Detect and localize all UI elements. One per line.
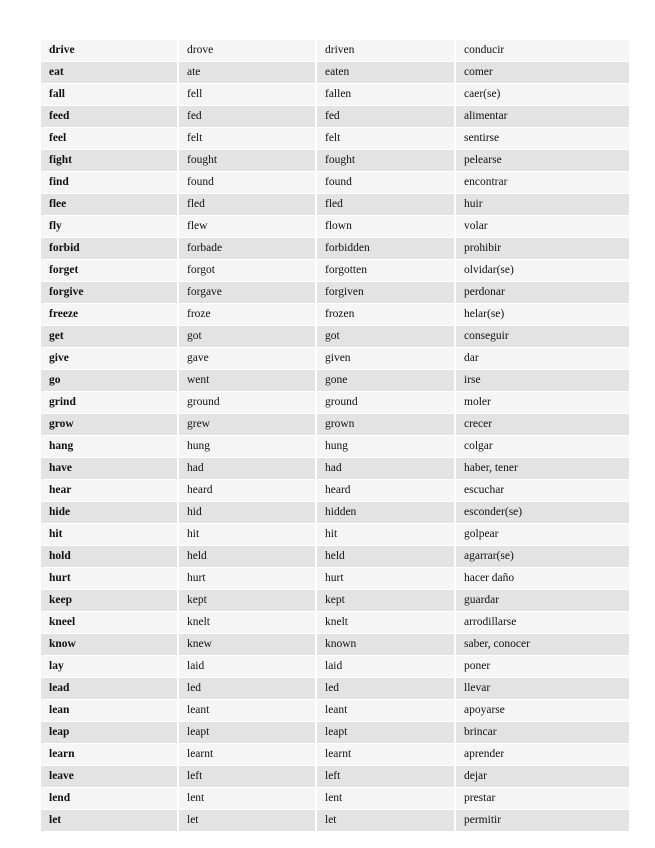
past-participle-cell: forgiven [316,282,455,304]
past-simple-cell: felt [178,128,316,150]
translation-cell: prestar [455,788,629,810]
base-form-cell: grind [41,392,178,414]
translation-cell: poner [455,656,629,678]
past-simple-cell: got [178,326,316,348]
past-participle-cell: knelt [316,612,455,634]
past-simple-cell: drove [178,40,316,62]
past-simple-cell: leant [178,700,316,722]
past-participle-cell: given [316,348,455,370]
table-row [41,458,629,480]
translation-cell: prohibir [455,238,629,260]
past-participle-cell: frozen [316,304,455,326]
past-participle-cell: leapt [316,722,455,744]
base-form-cell: leap [41,722,178,744]
table-row [41,84,629,106]
past-simple-cell: leapt [178,722,316,744]
table-row [41,546,629,568]
base-form-cell: lend [41,788,178,810]
table-row [41,502,629,524]
translation-cell: crecer [455,414,629,436]
translation-cell: arrodillarse [455,612,629,634]
past-participle-cell: kept [316,590,455,612]
translation-cell: aprender [455,744,629,766]
base-form-cell: keep [41,590,178,612]
past-simple-cell: lent [178,788,316,810]
translation-cell: huir [455,194,629,216]
translation-cell: dejar [455,766,629,788]
past-simple-cell: fed [178,106,316,128]
verb-table-body [41,40,629,832]
past-participle-cell: flown [316,216,455,238]
past-participle-cell: got [316,326,455,348]
past-simple-cell: grew [178,414,316,436]
past-participle-cell: heard [316,480,455,502]
translation-cell: dar [455,348,629,370]
table-row [41,612,629,634]
past-simple-cell: fell [178,84,316,106]
past-participle-cell: found [316,172,455,194]
base-form-cell: feed [41,106,178,128]
base-form-cell: hit [41,524,178,546]
base-form-cell: lean [41,700,178,722]
past-participle-cell: felt [316,128,455,150]
base-form-cell: drive [41,40,178,62]
table-row [41,766,629,788]
base-form-cell: hold [41,546,178,568]
past-simple-cell: knelt [178,612,316,634]
table-row [41,700,629,722]
translation-cell: permitir [455,810,629,832]
past-simple-cell: ate [178,62,316,84]
table-row [41,524,629,546]
table-row [41,810,629,832]
past-participle-cell: fed [316,106,455,128]
past-participle-cell: fled [316,194,455,216]
base-form-cell: get [41,326,178,348]
base-form-cell: fly [41,216,178,238]
translation-cell: encontrar [455,172,629,194]
translation-cell: agarrar(se) [455,546,629,568]
base-form-cell: leave [41,766,178,788]
past-participle-cell: eaten [316,62,455,84]
past-participle-cell: ground [316,392,455,414]
base-form-cell: freeze [41,304,178,326]
past-participle-cell: led [316,678,455,700]
table-row [41,260,629,282]
past-participle-cell: forbidden [316,238,455,260]
base-form-cell: lay [41,656,178,678]
table-row [41,150,629,172]
past-participle-cell: leant [316,700,455,722]
table-row [41,106,629,128]
base-form-cell: feel [41,128,178,150]
base-form-cell: know [41,634,178,656]
table-row [41,216,629,238]
table-row [41,304,629,326]
base-form-cell: hang [41,436,178,458]
past-participle-cell: fallen [316,84,455,106]
past-simple-cell: hurt [178,568,316,590]
translation-cell: esconder(se) [455,502,629,524]
past-participle-cell: driven [316,40,455,62]
base-form-cell: forgive [41,282,178,304]
table-row [41,634,629,656]
past-simple-cell: let [178,810,316,832]
translation-cell: colgar [455,436,629,458]
past-participle-cell: hurt [316,568,455,590]
past-participle-cell: hit [316,524,455,546]
table-row [41,62,629,84]
past-simple-cell: ground [178,392,316,414]
base-form-cell: find [41,172,178,194]
past-simple-cell: hid [178,502,316,524]
past-participle-cell: lent [316,788,455,810]
past-simple-cell: laid [178,656,316,678]
past-participle-cell: learnt [316,744,455,766]
base-form-cell: go [41,370,178,392]
table-row [41,656,629,678]
past-simple-cell: froze [178,304,316,326]
base-form-cell: learn [41,744,178,766]
base-form-cell: hear [41,480,178,502]
base-form-cell: lead [41,678,178,700]
past-simple-cell: hung [178,436,316,458]
past-participle-cell: forgotten [316,260,455,282]
past-participle-cell: known [316,634,455,656]
past-simple-cell: heard [178,480,316,502]
translation-cell: sentirse [455,128,629,150]
translation-cell: perdonar [455,282,629,304]
translation-cell: volar [455,216,629,238]
base-form-cell: eat [41,62,178,84]
table-row [41,788,629,810]
past-simple-cell: forgave [178,282,316,304]
past-simple-cell: held [178,546,316,568]
base-form-cell: grow [41,414,178,436]
past-simple-cell: flew [178,216,316,238]
translation-cell: pelearse [455,150,629,172]
past-participle-cell: laid [316,656,455,678]
table-row [41,282,629,304]
past-simple-cell: forgot [178,260,316,282]
past-simple-cell: fled [178,194,316,216]
past-participle-cell: left [316,766,455,788]
translation-cell: conseguir [455,326,629,348]
translation-cell: haber, tener [455,458,629,480]
table-row [41,172,629,194]
table-row [41,370,629,392]
past-participle-cell: hung [316,436,455,458]
irregular-verbs-table [41,40,629,832]
past-participle-cell: grown [316,414,455,436]
table-row [41,392,629,414]
base-form-cell: kneel [41,612,178,634]
table-row [41,722,629,744]
base-form-cell: fight [41,150,178,172]
translation-cell: alimentar [455,106,629,128]
translation-cell: irse [455,370,629,392]
table-row [41,678,629,700]
past-participle-cell: had [316,458,455,480]
table-row [41,414,629,436]
translation-cell: brincar [455,722,629,744]
base-form-cell: let [41,810,178,832]
past-participle-cell: gone [316,370,455,392]
translation-cell: hacer daño [455,568,629,590]
translation-cell: olvidar(se) [455,260,629,282]
table-row [41,238,629,260]
base-form-cell: fall [41,84,178,106]
past-participle-cell: held [316,546,455,568]
past-participle-cell: fought [316,150,455,172]
translation-cell: conducir [455,40,629,62]
past-simple-cell: had [178,458,316,480]
table-row [41,480,629,502]
base-form-cell: have [41,458,178,480]
past-participle-cell: hidden [316,502,455,524]
translation-cell: caer(se) [455,84,629,106]
translation-cell: helar(se) [455,304,629,326]
table-row [41,436,629,458]
translation-cell: escuchar [455,480,629,502]
past-simple-cell: left [178,766,316,788]
past-simple-cell: found [178,172,316,194]
translation-cell: guardar [455,590,629,612]
base-form-cell: hide [41,502,178,524]
translation-cell: golpear [455,524,629,546]
past-simple-cell: forbade [178,238,316,260]
table-row [41,744,629,766]
past-simple-cell: knew [178,634,316,656]
base-form-cell: forbid [41,238,178,260]
past-simple-cell: fought [178,150,316,172]
past-simple-cell: kept [178,590,316,612]
base-form-cell: hurt [41,568,178,590]
table-row [41,568,629,590]
translation-cell: llevar [455,678,629,700]
past-simple-cell: learnt [178,744,316,766]
translation-cell: saber, conocer [455,634,629,656]
table-row [41,348,629,370]
past-simple-cell: gave [178,348,316,370]
base-form-cell: forget [41,260,178,282]
past-simple-cell: led [178,678,316,700]
table-row [41,326,629,348]
table-row [41,590,629,612]
past-simple-cell: went [178,370,316,392]
table-row [41,40,629,62]
table-row [41,128,629,150]
past-simple-cell: hit [178,524,316,546]
translation-cell: apoyarse [455,700,629,722]
past-participle-cell: let [316,810,455,832]
translation-cell: moler [455,392,629,414]
translation-cell: comer [455,62,629,84]
base-form-cell: give [41,348,178,370]
base-form-cell: flee [41,194,178,216]
table-row [41,194,629,216]
